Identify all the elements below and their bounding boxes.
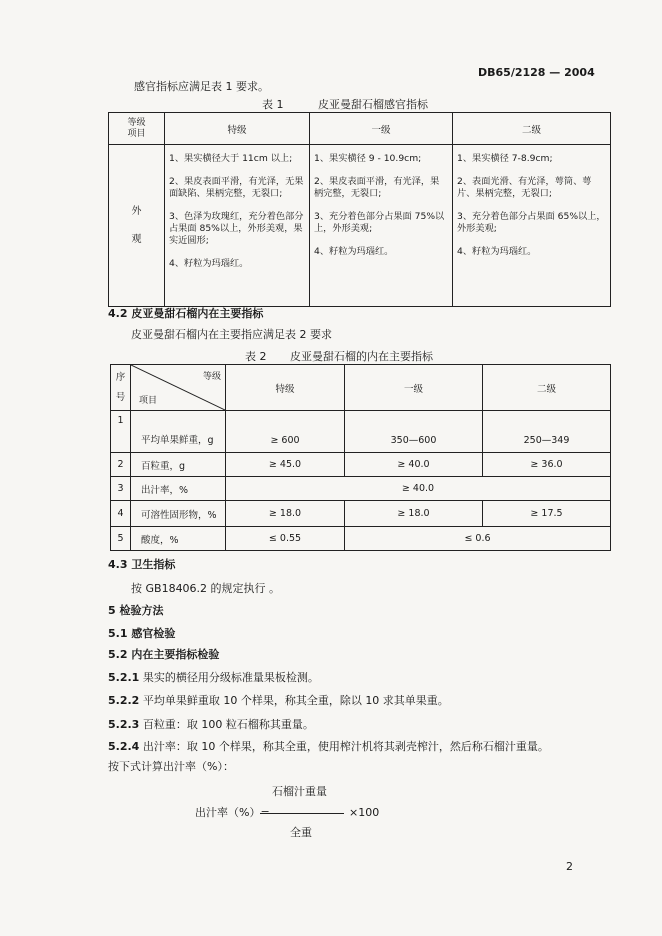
row-second: ≥ 17.5 bbox=[483, 501, 611, 527]
table-row bbox=[111, 453, 611, 477]
list-item: 4、籽粒为玛瑙红。 bbox=[457, 246, 537, 257]
row-item: 百粒重，g bbox=[131, 453, 226, 477]
table2-caption-title: 皮亚曼甜石榴的内在主要指标 bbox=[290, 350, 433, 363]
formula-numerator: 石榴汁重量 bbox=[272, 785, 327, 798]
clause-number: 5.2.1 bbox=[108, 671, 140, 684]
row-item: 出汁率，% bbox=[131, 477, 226, 501]
list-item: 4、籽粒为玛瑙红。 bbox=[314, 246, 394, 257]
list-item: 2、果皮表面平滑，有光泽，无果面缺陷、果柄完整，无裂口; bbox=[169, 176, 304, 199]
formula-intro: 按下式计算出汁率（%）： bbox=[108, 760, 234, 773]
row-special: ≥ 600 bbox=[226, 411, 345, 453]
list-item: 3、充分着色部分占果面 75%以上，外形美观; bbox=[314, 211, 445, 234]
table-row bbox=[111, 501, 611, 527]
table2-col-first: 一级 bbox=[345, 365, 483, 411]
clause-5-2-3 bbox=[108, 718, 314, 732]
row-no: 1 bbox=[111, 411, 131, 453]
list-item: 1、果实横径大于 11cm 以上; bbox=[169, 153, 293, 164]
list-item: 1、果实横径 9 - 10.9cm; bbox=[314, 153, 422, 164]
fraction-bar bbox=[260, 813, 344, 814]
list-item: 1、果实横径 7-8.9cm; bbox=[457, 153, 553, 164]
table2-diag-header bbox=[131, 365, 226, 411]
row-no: 2 bbox=[111, 453, 131, 477]
clause-text: 出汁率：取 10 个样果，称其全重，使用榨汁机将其剥壳榨汁，然后称石榴汁重量。 bbox=[142, 740, 549, 753]
table-row bbox=[111, 411, 611, 453]
intro-text: 感官指标应满足表 1 要求。 bbox=[134, 80, 269, 93]
clause-number: 5.2.4 bbox=[108, 740, 140, 753]
list-item: 2、表面光滑、有光泽，萼筒、萼片、果柄完整，无裂口; bbox=[457, 176, 592, 199]
row-item: 可溶性固形物，% bbox=[131, 501, 226, 527]
table1-second-cell bbox=[453, 145, 611, 307]
standard-code: DB65/2128 — 2004 bbox=[478, 66, 595, 79]
row-first: ≥ 40.0 bbox=[345, 453, 483, 477]
row-special: ≥ 18.0 bbox=[226, 501, 345, 527]
row-label-char-1: 外 bbox=[131, 205, 142, 217]
row-label-char-2: 观 bbox=[131, 233, 142, 245]
page-number: 2 bbox=[566, 860, 573, 873]
section-5-1-heading: 5.1 感官检验 bbox=[108, 627, 176, 640]
row-no: 5 bbox=[111, 527, 131, 551]
table2-caption-num: 表 2 bbox=[245, 350, 267, 363]
section-4-2-text: 皮亚曼甜石榴内在主要指应满足表 2 要求 bbox=[131, 328, 332, 341]
list-item: 3、色泽为玫瑰红，充分着色部分占果面 85%以上，外形美观，果实近圆形; bbox=[169, 211, 304, 246]
clause-number: 5.2.3 bbox=[108, 718, 140, 731]
table-row bbox=[111, 527, 611, 551]
list-item: 4、籽粒为玛瑙红。 bbox=[169, 258, 249, 269]
table1-diag-header bbox=[109, 113, 165, 145]
table2-col-special: 特级 bbox=[226, 365, 345, 411]
seq-header-char-2: 号 bbox=[115, 391, 126, 403]
clause-text: 果实的横径用分级标准量果板检测。 bbox=[142, 671, 319, 684]
row-item: 平均单果鲜重，g bbox=[131, 411, 226, 453]
row-second: ≥ 36.0 bbox=[483, 453, 611, 477]
clause-5-2-1 bbox=[108, 671, 319, 685]
row-special: ≤ 0.55 bbox=[226, 527, 345, 551]
table-row bbox=[111, 477, 611, 501]
table1-row-label bbox=[109, 145, 165, 307]
row-special: ≥ 45.0 bbox=[226, 453, 345, 477]
clause-number: 5.2.2 bbox=[108, 694, 140, 707]
table1-diag-bottom: 项目 bbox=[127, 128, 146, 139]
row-merged-value: ≥ 40.0 bbox=[226, 477, 611, 501]
table1-col-special: 特级 bbox=[165, 113, 310, 145]
row-no: 4 bbox=[111, 501, 131, 527]
table1-caption-title: 皮亚曼甜石榴感官指标 bbox=[318, 98, 428, 111]
formula-lhs: 出汁率（%）= bbox=[195, 806, 270, 819]
table2-col-second: 二级 bbox=[483, 365, 611, 411]
section-4-3-text: 按 GB18406.2 的规定执行 。 bbox=[131, 582, 281, 595]
table1-col-second: 二级 bbox=[453, 113, 611, 145]
clause-5-2-2 bbox=[108, 694, 449, 708]
list-item: 3、充分着色部分占果面 65%以上，外形美观; bbox=[457, 211, 606, 234]
row-no: 3 bbox=[111, 477, 131, 501]
row-second: 250—349 bbox=[483, 411, 611, 453]
table1-diag-top: 等级 bbox=[127, 117, 146, 128]
section-4-2-heading: 4.2 皮亚曼甜石榴内在主要指标 bbox=[108, 307, 264, 320]
row-item: 酸度，% bbox=[131, 527, 226, 551]
row-first: 350—600 bbox=[345, 411, 483, 453]
table2 bbox=[110, 364, 611, 551]
seq-header-char-1: 序 bbox=[115, 371, 126, 383]
formula-denominator: 全重 bbox=[290, 826, 312, 839]
section-4-3-heading: 4.3 卫生指标 bbox=[108, 558, 176, 571]
list-item: 2、果皮表面平滑，有光泽，果柄完整，无裂口; bbox=[314, 176, 440, 199]
table1-caption-num: 表 1 bbox=[262, 98, 284, 111]
table2-diag-top: 等级 bbox=[202, 372, 221, 382]
clause-5-2-4 bbox=[108, 740, 549, 754]
row-merged-value: ≤ 0.6 bbox=[345, 527, 611, 551]
table1-first-cell bbox=[310, 145, 453, 307]
table2-diag-bottom: 项目 bbox=[139, 396, 158, 406]
section-5-2-heading: 5.2 内在主要指标检验 bbox=[108, 648, 220, 661]
clause-text: 百粒重：取 100 粒石榴称其重量。 bbox=[142, 718, 314, 731]
formula-times: ×100 bbox=[349, 806, 380, 819]
table2-seq-header bbox=[111, 365, 131, 411]
table1-special-cell bbox=[165, 145, 310, 307]
section-5-heading: 5 检验方法 bbox=[108, 604, 164, 617]
row-first: ≥ 18.0 bbox=[345, 501, 483, 527]
table1 bbox=[108, 112, 611, 307]
table1-col-first: 一级 bbox=[310, 113, 453, 145]
clause-text: 平均单果鲜重取 10 个样果，称其全重，除以 10 求其单果重。 bbox=[142, 694, 449, 707]
